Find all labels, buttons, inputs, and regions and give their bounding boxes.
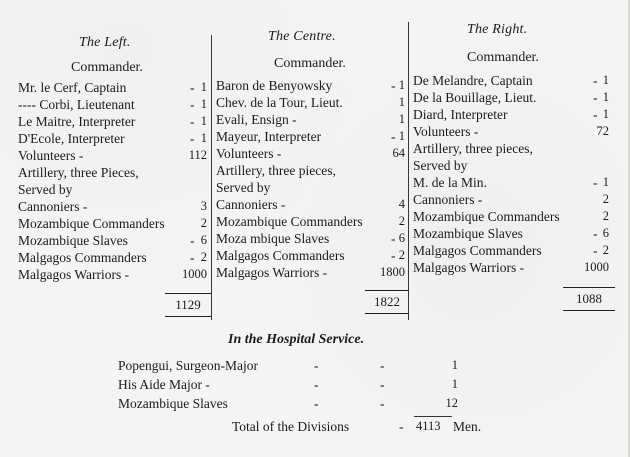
- column-divider-right: [408, 22, 409, 320]
- row-value: 1: [602, 175, 609, 189]
- row-value: 1: [451, 358, 458, 372]
- row-dash: -: [190, 80, 195, 95]
- list-item: [18, 96, 207, 113]
- row-label: Served by: [413, 158, 468, 173]
- row-value: 1: [200, 80, 207, 94]
- row-label: Artillery, three pieces,: [216, 163, 336, 178]
- right-commander-heading: Commander.: [467, 50, 539, 65]
- row-value: 1: [200, 114, 207, 128]
- row-label: Malgagos Warriors -: [413, 260, 525, 275]
- list-item: [413, 123, 609, 140]
- row-value: 6: [398, 231, 405, 245]
- centre-commander-heading: Commander.: [274, 56, 346, 71]
- list-item: [413, 242, 609, 259]
- row-label: Moza mbique Slaves: [216, 231, 330, 246]
- row-label: D'Ecole, Interpreter: [18, 131, 125, 146]
- row-value: 72: [596, 124, 609, 138]
- row-label: Cannoniers -: [413, 192, 483, 207]
- row-value: 1: [398, 129, 405, 143]
- total-bottom-rule: [563, 310, 615, 311]
- column-divider-left: [211, 35, 212, 320]
- row-value: 6: [200, 233, 207, 247]
- left-division-total: [165, 293, 211, 317]
- row-dash: -: [380, 358, 385, 373]
- total-value: 1822: [374, 294, 400, 309]
- row-dash: -: [314, 377, 319, 392]
- row-label: Volunteers -: [413, 124, 479, 139]
- row-label: De la Bouillage, Lieut.: [413, 90, 537, 105]
- list-item: [18, 147, 207, 164]
- list-item: [216, 179, 405, 196]
- list-item: [18, 164, 207, 181]
- row-dash: -: [593, 73, 598, 88]
- row-value: 1000: [584, 260, 609, 274]
- row-value: 1: [602, 107, 609, 121]
- list-item: [216, 77, 405, 94]
- list-item: [216, 196, 405, 213]
- list-item: [413, 208, 609, 225]
- list-item: [118, 356, 468, 375]
- row-dash: -: [391, 129, 396, 144]
- row-label: Mozambique Commanders: [413, 209, 560, 224]
- right-column-title: The Right.: [467, 22, 528, 37]
- row-value: 6: [602, 226, 609, 240]
- list-item: [18, 79, 207, 96]
- list-item: [216, 128, 405, 145]
- list-item: [413, 106, 609, 123]
- hospital-section-title: In the Hospital Service.: [228, 332, 365, 347]
- row-dash: -: [190, 131, 195, 146]
- list-item: [18, 249, 207, 266]
- grand-total-value: 4113: [416, 419, 441, 433]
- row-label: Artillery, three Pieces,: [18, 165, 139, 180]
- row-value: 112: [188, 148, 207, 162]
- list-item: [18, 266, 207, 283]
- list-item: [18, 232, 207, 249]
- centre-column-title: The Centre.: [268, 29, 336, 44]
- row-label: Cannoniers -: [18, 199, 88, 214]
- row-label: Malgagos Commanders: [18, 250, 147, 265]
- row-label: Volunteers -: [216, 146, 282, 161]
- row-value: 1: [398, 95, 405, 109]
- row-label: Mozambique Slaves: [118, 396, 228, 411]
- row-dash: -: [190, 114, 195, 129]
- row-dash: -: [391, 248, 396, 263]
- total-value: 1088: [576, 291, 602, 306]
- row-dash: -: [391, 231, 396, 246]
- row-label: Cannoniers -: [216, 197, 286, 212]
- row-label: Served by: [216, 180, 271, 195]
- row-label: Mayeur, Interpreter: [216, 129, 322, 144]
- grand-total-unit: Men.: [453, 419, 482, 434]
- row-dash: -: [593, 243, 598, 258]
- grand-total-label: Total of the Divisions: [232, 419, 350, 434]
- row-dash: -: [190, 233, 195, 248]
- row-label: De Melandre, Captain: [413, 73, 533, 88]
- list-item: [413, 89, 609, 106]
- list-item: [413, 191, 609, 208]
- row-value: 1: [451, 377, 458, 391]
- row-value: 2: [398, 248, 405, 262]
- list-item: [216, 145, 405, 162]
- row-value: 3: [200, 199, 207, 213]
- list-item: [413, 225, 609, 242]
- left-commander-heading: Commander.: [71, 60, 143, 75]
- row-value: 2: [602, 243, 609, 257]
- row-dash: -: [380, 377, 385, 392]
- row-dash: -: [593, 107, 598, 122]
- row-label: Malgagos Warriors -: [216, 265, 328, 280]
- list-item: [216, 247, 405, 264]
- row-label: Baron de Benyowsky: [216, 78, 333, 93]
- row-label: His Aide Major -: [118, 377, 210, 392]
- list-item: [118, 394, 468, 413]
- row-value: 64: [392, 146, 405, 160]
- row-value: 2: [602, 192, 609, 206]
- row-dash: -: [593, 226, 598, 241]
- row-dash: -: [314, 396, 319, 411]
- row-value: 4: [398, 197, 405, 211]
- total-bottom-rule: [365, 313, 409, 314]
- list-item: [18, 113, 207, 130]
- list-item: [413, 259, 609, 276]
- list-item: [216, 111, 405, 128]
- total-value: 1129: [175, 297, 201, 312]
- list-item: [413, 140, 609, 157]
- list-item: [18, 215, 207, 232]
- list-item: [216, 264, 405, 281]
- list-item: [216, 230, 405, 247]
- row-label: Malgagos Warriors -: [18, 267, 130, 282]
- centre-division-total: [365, 290, 409, 314]
- row-label: ---- Corbi, Lieutenant: [18, 97, 135, 112]
- row-value: 2: [200, 250, 207, 264]
- list-item: [216, 94, 405, 111]
- list-item: [413, 72, 609, 89]
- row-value: 1: [398, 78, 405, 92]
- row-dash: -: [593, 90, 598, 105]
- grand-total-rule: [414, 416, 452, 417]
- row-value: 1: [200, 131, 207, 145]
- right-division-list: [413, 72, 609, 276]
- row-label: M. de la Min.: [413, 175, 487, 190]
- list-item: [118, 375, 468, 394]
- row-value: 2: [200, 216, 207, 230]
- list-item: [216, 162, 405, 179]
- row-value: 1: [200, 97, 207, 111]
- row-label: Chev. de la Tour, Lieut.: [216, 95, 343, 110]
- row-label: Le Maitre, Interpreter: [18, 114, 136, 129]
- row-value: 12: [445, 396, 458, 410]
- list-item: [413, 157, 609, 174]
- list-item: [18, 198, 207, 215]
- total-bottom-rule: [165, 316, 211, 317]
- centre-division-list: [216, 77, 405, 281]
- row-value: 1800: [380, 265, 405, 279]
- row-label: Artillery, three pieces,: [413, 141, 533, 156]
- row-dash: -: [593, 175, 598, 190]
- row-dash: -: [190, 250, 195, 265]
- row-label: Volunteers -: [18, 148, 84, 163]
- row-label: Served by: [18, 182, 73, 197]
- row-label: Popengui, Surgeon-Major: [118, 358, 258, 373]
- row-label: Evali, Ensign -: [216, 112, 297, 127]
- list-item: [216, 213, 405, 230]
- list-item: [18, 130, 207, 147]
- row-label: Mozambique Slaves: [18, 233, 128, 248]
- left-column-title: The Left.: [79, 35, 131, 50]
- list-item: [18, 181, 207, 198]
- row-value: 1: [602, 73, 609, 87]
- row-label: Mr. le Cerf, Captain: [18, 80, 127, 95]
- list-item: [413, 174, 609, 191]
- row-label: Malgagos Commanders: [216, 248, 345, 263]
- right-division-total: [563, 287, 615, 311]
- row-label: Mozambique Commanders: [216, 214, 363, 229]
- row-dash: -: [380, 396, 385, 411]
- row-dash: -: [391, 78, 396, 93]
- row-label: Mozambique Slaves: [413, 226, 523, 241]
- row-label: Malgagos Commanders: [413, 243, 542, 258]
- hospital-list: [118, 356, 468, 413]
- row-value: 1000: [182, 267, 207, 281]
- row-value: 1: [398, 112, 405, 126]
- row-value: 2: [602, 209, 609, 223]
- row-dash: -: [190, 97, 195, 112]
- row-value: 1: [602, 90, 609, 104]
- row-label: Diard, Interpreter: [413, 107, 508, 122]
- row-dash: -: [314, 358, 319, 373]
- left-division-list: [18, 79, 207, 283]
- row-value: 2: [398, 214, 405, 228]
- grand-total-dash: -: [399, 419, 404, 434]
- row-label: Mozambique Commanders: [18, 216, 165, 231]
